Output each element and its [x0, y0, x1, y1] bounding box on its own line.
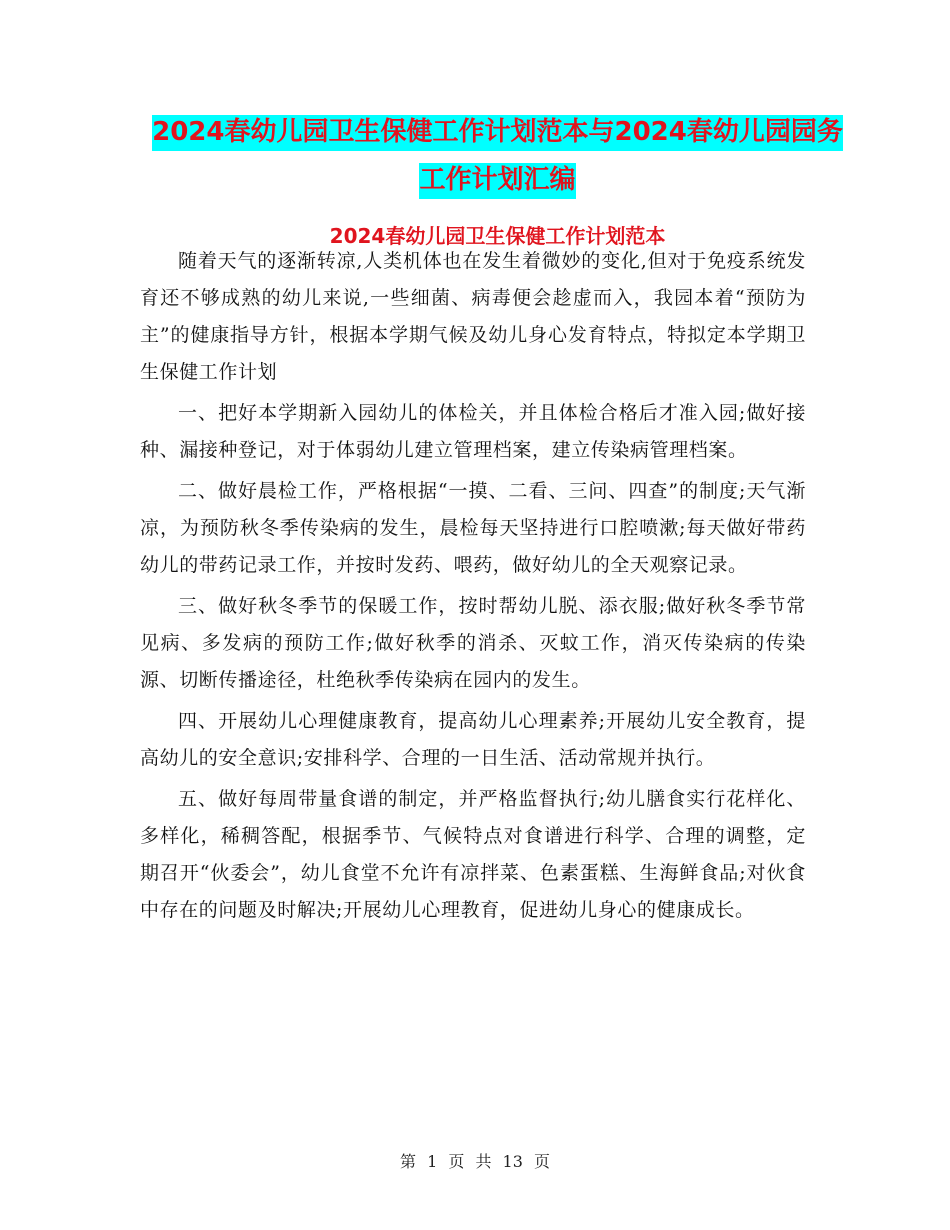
- document-title: [140, 108, 855, 204]
- document-title-text: 2024春幼儿园卫生保健工作计划范本与2024春幼儿园园务工作计划汇编: [152, 115, 843, 199]
- paragraph-intro: 随着天气的逐渐转凉,人类机体也在发生着微妙的变化,但对于免疫系统发育还不够成熟的幼儿来说,一些细菌、病毒便会趁虚而入，我园本着“预防为主”的健康指导方针，根据本学期气候及幼儿身心发育特点，特拟定本学期卫生保健工作计划: [140, 250, 806, 383]
- paragraph-item-2: 二、做好晨检工作，严格根据“一摸、二看、三问、四查”的制度;天气渐凉，为预防秋冬季传染病的发生，晨检每天坚持进行口腔喷漱;每天做好带药幼儿的带药记录工作，并按时发药、喂药，做好幼儿的全天观察记录。: [140, 480, 806, 576]
- paragraph-item-1: 一、把好本学期新入园幼儿的体检关，并且体检合格后才准入园;做好接种、漏接种登记，对于体弱幼儿建立管理档案，建立传染病管理档案。: [140, 402, 806, 461]
- paragraph-item-5: 五、做好每周带量食谱的制定，并严格监督执行;幼儿膳食实行花样化、多样化，稀稠答配，根据季节、气候特点对食谱进行科学、合理的调整，定期召开“伙委会”，幼儿食堂不允许有凉拌菜、色素蛋糕、生海鲜食品;对伙食中存在的问题及时解决;开展幼儿心理教育，促进幼儿身心的健康成长。: [140, 788, 806, 921]
- section-title: 2024春幼儿园卫生保健工作计划范本: [329, 224, 666, 248]
- page-footer: 第 1 页 共 13 页: [400, 1152, 550, 1171]
- paragraph-item-3: 三、做好秋冬季节的保暖工作，按时帮幼儿脱、添衣服;做好秋冬季节常见病、多发病的预防工作;做好秋季的消杀、灭蚊工作，消灭传染病的传染源、切断传播途径，杜绝秋季传染病在园内的发生。: [140, 595, 806, 691]
- document-body: [140, 243, 806, 933]
- paragraph-item-4: 四、开展幼儿心理健康教育，提高幼儿心理素养;开展幼儿安全教育，提高幼儿的安全意识;安排科学、合理的一日生活、活动常规并执行。: [140, 710, 806, 769]
